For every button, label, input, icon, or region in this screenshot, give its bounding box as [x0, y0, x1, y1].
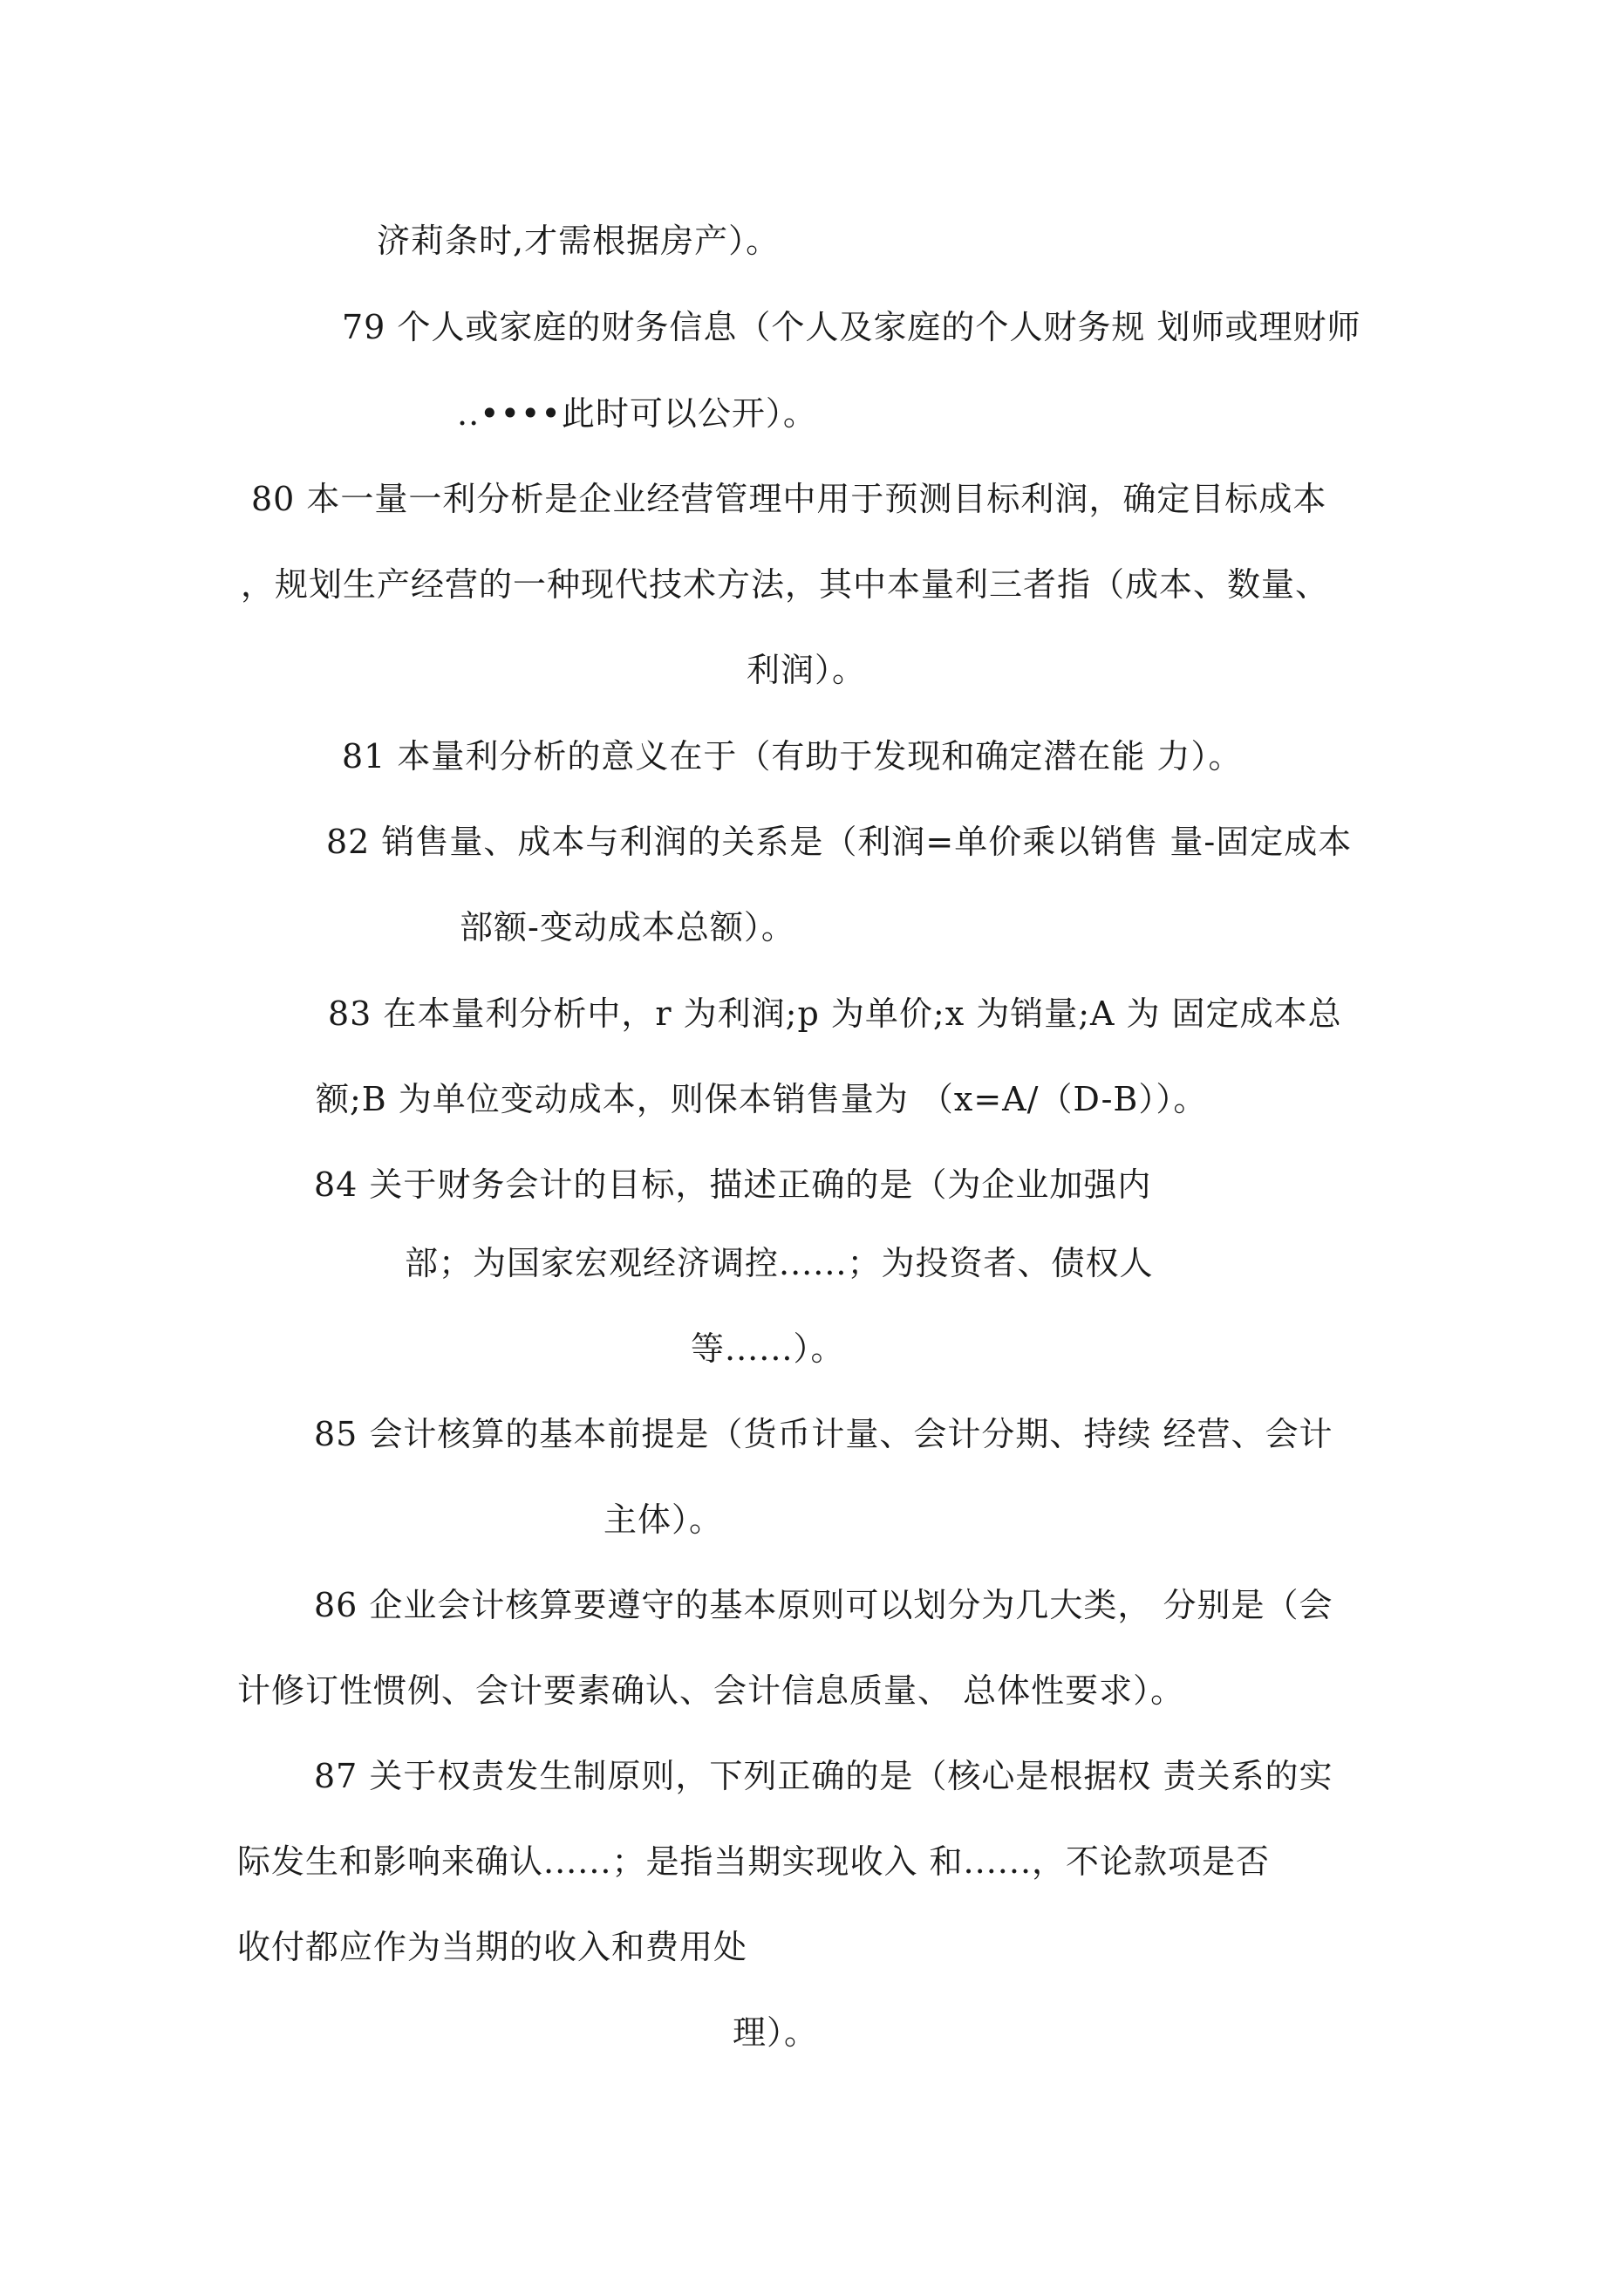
- text-line: ..••••此时可以公开）。: [457, 394, 817, 433]
- text-line: 等......）。: [691, 1329, 845, 1368]
- text-line: 87 关于权责发生制原则，下列正确的是（核心是根据权 责关系的实: [314, 1757, 1333, 1795]
- text-line: 80 本一量一利分析是企业经营管理中用于预测目标利润，确定目标成本: [251, 480, 1327, 518]
- text-line: 84 关于财务会计的目标，描述正确的是（为企业加强内: [314, 1165, 1152, 1204]
- text-line: 85 会计核算的基本前提是（货币计量、会计分期、持续 经营、会计: [314, 1415, 1333, 1453]
- text-line: 利润）。: [747, 651, 867, 689]
- text-line: 收付都应作为当期的收入和费用处: [237, 1928, 748, 1966]
- text-line: 主体）。: [604, 1500, 724, 1539]
- text-line: 83 在本量利分析中，r 为利润;p 为单价;x 为销量;A 为 固定成本总: [328, 994, 1342, 1033]
- text-line: 部额-变动成本总额）。: [460, 908, 795, 946]
- text-line: 81 本量利分析的意义在于（有助于发现和确定潜在能 力）。: [342, 737, 1243, 776]
- text-line: 理）。: [733, 2013, 819, 2052]
- text-line: 额;B 为单位变动成本，则保本销售量为 （x=A/（D-B））。: [316, 1080, 1208, 1118]
- text-line: 86 企业会计核算要遵守的基本原则可以划分为几大类， 分别是（会: [314, 1586, 1333, 1624]
- text-line: 际发生和影响来确认......；是指当期实现收入 和......，不论款项是否: [237, 1842, 1271, 1881]
- text-line: 计修订性惯例、会计要素确认、会计信息质量、 总体性要求）。: [237, 1671, 1185, 1710]
- text-line: 79 个人或家庭的财务信息（个人及家庭的个人财务规 划师或理财师: [342, 308, 1361, 346]
- text-line: ，规划生产经营的一种现代技术方法，其中本量利三者指（成本、数量、: [241, 565, 1330, 604]
- text-line: 济莉条时,才需根据房产）。: [377, 222, 781, 260]
- text-line: 部；为国家宏观经济调控......；为投资者、债权人: [405, 1244, 1154, 1282]
- text-line: 82 销售量、成本与利润的关系是（利润=单价乘以销售 量-固定成本: [326, 823, 1353, 861]
